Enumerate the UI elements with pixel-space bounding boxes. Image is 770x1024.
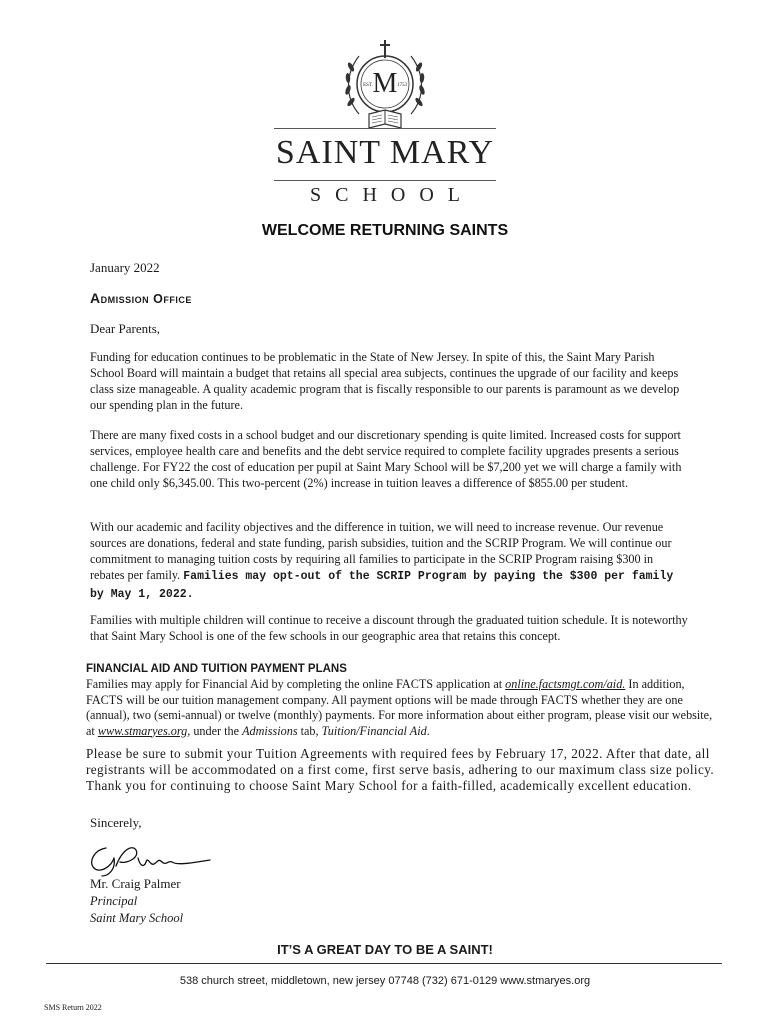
paragraph-funding: Funding for education continues to be problematic in the State of New Jersey. In spite of this, the Saint Mary Parish School Board will maintain a budget that retains all special area subjects, continues the upgrade of our facility and keeps class size manageable. A quality academic program that is fiscally responsible to our parents is paramount as we develop our spending plan in the future. <box>90 350 680 412</box>
crest-letter: M <box>372 68 398 99</box>
crest-year: 1753 <box>397 83 407 88</box>
paragraph-revenue <box>90 519 690 603</box>
principal-name: Mr. Craig Palmer <box>90 876 181 891</box>
school-subtitle: SCHOOL <box>309 184 474 206</box>
tuition-tab-name: Tuition/Financial Aid <box>321 723 427 738</box>
paragraph-discount: Families with multiple children will continue to receive a discount through the graduated tuition schedule. It is noteworthy that Saint Mary School is one of the few schools in our geographic area that retains this concept. <box>90 613 688 643</box>
financial-text-a: Families may apply for Financial Aid by completing the online FACTS application at <box>86 677 506 691</box>
financial-aid-heading: FINANCIAL AID AND TUITION PAYMENT PLANS <box>86 663 347 675</box>
office-heading: Admission Office <box>90 290 192 306</box>
admissions-tab-name: Admissions <box>242 723 298 738</box>
closing-paragraph: Please be sure to submit your Tuition Agreements with required fees by February 17, 2022. After that date, all registrants will be accommodated on a first come, first serve basis, adhering to our maximum class size policy. Thank you for continuing to choose Saint Mary School for a faith-filled, academically excellent education. <box>86 746 715 793</box>
principal-signature <box>86 836 216 880</box>
paragraph-revenue-text: With our academic and facility objectives and the difference in tuition, we will need to increase revenue. Our revenue sources are donations, federal and state funding, parish subsidies, tuition and the SCRIP Program. We will continue our commitment to managing tuition costs by requiring all families to participate in the SCRIP Program raising $300 in rebates per family. <box>90 520 672 582</box>
header-divider-top <box>274 128 496 129</box>
crest-est: EST. <box>363 83 373 88</box>
school-address: 538 church street, middletown, new jersey 07748 (732) 671-0129 www.stmaryes.org <box>179 975 591 987</box>
school-name: SAINT MARY <box>275 134 495 171</box>
facts-aid-link[interactable]: online.factsmgt.com/aid. <box>505 677 626 691</box>
financial-text-c: , under the <box>187 723 243 738</box>
header-divider-middle <box>274 180 496 181</box>
paragraph-costs: There are many fixed costs in a school budget and our discretionary spending is quite limited. Increased costs for support services, employee health care and benefits and the debt service required to complete facility upgrades presents a serious challenge. For FY22 the cost of education per pupil at Saint Mary School will be $7,200 yet we will charge a family with one child only $6,345.00. This two-percent (2%) increase in tuition leaves a difference of $855.00 per student. <box>90 428 682 490</box>
financial-text-b: In addition, FACTS will be our tuition management company. All payment options will be made through FACTS whether they are one (annual), two (semi-annual) or twelve (monthly) payments. For more information about either program, please visit our website, at <box>86 677 713 738</box>
signature-school: Saint Mary School <box>90 911 184 925</box>
school-website-link[interactable]: www.stmaryes.org <box>97 723 188 738</box>
school-crest-logo <box>339 36 431 136</box>
salutation: Dear Parents, <box>90 321 161 336</box>
sign-off: Sincerely, <box>90 815 142 830</box>
financial-text-d: tab, <box>297 723 322 738</box>
letter-date: January 2022 <box>90 260 160 275</box>
footer-divider <box>46 963 722 964</box>
form-code: SMS Return 2022 <box>44 1003 102 1012</box>
principal-title: Principal <box>90 894 138 908</box>
financial-text-e: . <box>426 723 430 738</box>
financial-aid-paragraph <box>86 677 718 739</box>
letter-headline: WELCOME RETURNING SAINTS <box>261 222 509 239</box>
scrip-opt-out-note: Families may opt-out of the SCRIP Program by paying the $300 per family by May 1, 2022. <box>90 570 674 601</box>
school-motto: IT’S A GREAT DAY TO BE A SAINT! <box>277 942 493 957</box>
